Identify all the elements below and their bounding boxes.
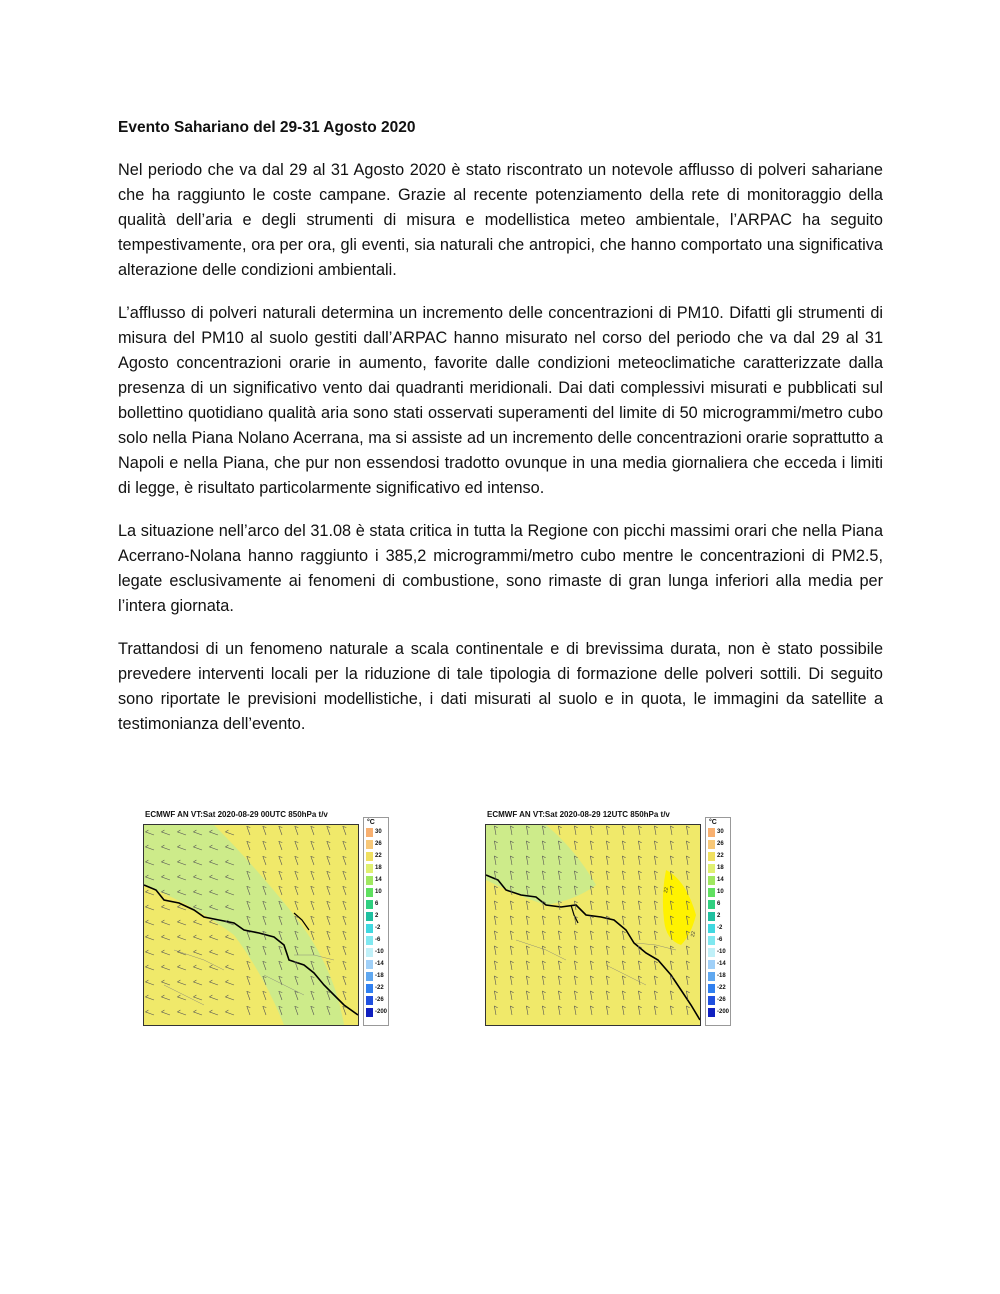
legend-swatch <box>708 960 715 969</box>
legend-swatch <box>708 936 715 945</box>
legend-swatch <box>708 888 715 897</box>
legend-swatch <box>366 960 373 969</box>
legend-swatch <box>708 924 715 933</box>
legend-label: -10 <box>375 949 384 955</box>
legend-label: -6 <box>375 937 381 943</box>
legend-label: 6 <box>375 901 379 907</box>
forecast-map-12utc <box>485 810 745 1035</box>
legend-swatch <box>366 876 373 885</box>
legend-swatch <box>366 828 373 837</box>
legend-label: 14 <box>717 877 724 883</box>
legend-swatch <box>366 900 373 909</box>
legend-label: -26 <box>717 997 726 1003</box>
map-title: ECMWF AN VT:Sat 2020-08-29 00UTC 850hPa t/v <box>145 810 328 819</box>
legend-swatch <box>366 852 373 861</box>
paragraph-3: La situazione nell’arco del 31.08 è stata critica in tutta la Regione con picchi massimi orari che nella Piana Acerrano-Nolana hanno raggiunto i 385,2 microgrammi/metro cubo mentre le concentrazioni di PM2.5, legate esclusivamente ai fenomeni di combustione, sono rimaste di gran lunga inferiori alla media per l’intera giornata. <box>118 522 883 615</box>
legend-swatch <box>366 924 373 933</box>
legend-label: 2 <box>375 913 379 919</box>
legend-swatch <box>708 900 715 909</box>
x-axis-ticks <box>143 1026 357 1034</box>
legend-label: 26 <box>375 841 382 847</box>
legend-unit: °C <box>367 819 375 826</box>
legend-label: 26 <box>717 841 724 847</box>
legend-swatch <box>708 972 715 981</box>
contour-label: 22 <box>663 886 670 894</box>
x-axis-ticks <box>485 1026 699 1034</box>
legend-swatch <box>708 864 715 873</box>
legend-swatch <box>366 840 373 849</box>
legend-swatch <box>366 972 373 981</box>
legend-label: -14 <box>717 961 726 967</box>
legend-label: 22 <box>717 853 724 859</box>
legend-label: 22 <box>375 853 382 859</box>
map-title: ECMWF AN VT:Sat 2020-08-29 12UTC 850hPa t/v <box>487 810 670 819</box>
legend-label: -18 <box>375 973 384 979</box>
legend-label: 18 <box>717 865 724 871</box>
legend-label: -200 <box>375 1009 388 1015</box>
document-title: Evento Sahariano del 29-31 Agosto 2020 <box>118 119 416 136</box>
paragraph-2: L’afflusso di polveri naturali determina un incremento delle concentrazioni di PM10. Difatti gli strumenti di misura del PM10 al suolo gestiti dall’ARPAC hanno misurato nel corso del periodo che va dal 29 al 31 Agosto concentrazioni orarie in aumento, favorite dalle condizioni meteoclimatiche caratterizzate dalla presenza di un significativo vento dai quadranti meridionali. Dai dati complessivi misurati e pubblicati sul bollettino quotidiano qualità aria sono stati osservati superamenti del limite di 50 microgrammi/metro cubo solo nella Piana Nolano Acerrana, ma si assiste ad un incremento delle concentrazioni orarie soprattutto a Napoli e nella Piana, che pur non essendosi tradotto ovunque in una media giornaliera che ecceda i limiti di legge, è risultato particolarmente significativo ed intenso. <box>118 304 883 497</box>
legend-swatch <box>708 1008 715 1017</box>
legend-label: -10 <box>717 949 726 955</box>
legend-swatch <box>708 948 715 957</box>
contour-label: 22 <box>690 930 697 938</box>
legend-swatch <box>366 996 373 1005</box>
temperature-legend <box>705 817 731 1026</box>
legend-swatch <box>366 888 373 897</box>
legend-swatch <box>708 840 715 849</box>
legend-label: -200 <box>717 1009 730 1015</box>
legend-label: -2 <box>717 925 723 931</box>
legend-label: -14 <box>375 961 384 967</box>
legend-label: 10 <box>375 889 382 895</box>
temperature-field-svg <box>486 825 700 1025</box>
legend-swatch <box>366 984 373 993</box>
legend-swatch <box>366 948 373 957</box>
legend-label: -2 <box>375 925 381 931</box>
legend-swatch <box>708 852 715 861</box>
legend-unit: °C <box>709 819 717 826</box>
paragraph-4: Trattandosi di un fenomeno naturale a scala continentale e di brevissima durata, non è stato possibile prevedere interventi locali per la riduzione di tale tipologia di formazione delle polveri sottili. Di seguito sono riportate le previsioni modellistiche, i dati misurati al suolo e in quota, le immagini da satellite a testimonianza dell’evento. <box>118 640 883 733</box>
legend-label: -6 <box>717 937 723 943</box>
map-field <box>485 824 701 1026</box>
temperature-legend <box>363 817 389 1026</box>
legend-swatch <box>366 936 373 945</box>
legend-label: 6 <box>717 901 721 907</box>
legend-swatch <box>708 996 715 1005</box>
legend-label: 18 <box>375 865 382 871</box>
legend-swatch <box>366 912 373 921</box>
legend-swatch <box>366 1008 373 1017</box>
legend-label: 10 <box>717 889 724 895</box>
legend-label: -18 <box>717 973 726 979</box>
temperature-field-svg <box>144 825 358 1025</box>
legend-swatch <box>708 828 715 837</box>
legend-label: 30 <box>717 829 724 835</box>
legend-swatch <box>708 984 715 993</box>
legend-label: -26 <box>375 997 384 1003</box>
legend-label: 2 <box>717 913 721 919</box>
forecast-map-00utc <box>143 810 403 1035</box>
paragraph-1: Nel periodo che va dal 29 al 31 Agosto 2020 è stato riscontrato un notevole afflusso di polveri sahariane che ha raggiunto le coste campane. Grazie al recente potenziamento della rete di monitoraggio della qualità dell’aria e degli strumenti di misura e modellistica meteo ambientale, l’ARPAC ha seguito tempestivamente, ora per ora, gli eventi, sia naturali che antropici, che hanno comportato una significativa alterazione delle condizioni ambientali. <box>118 161 883 279</box>
legend-swatch <box>708 876 715 885</box>
legend-label: 30 <box>375 829 382 835</box>
legend-label: 14 <box>375 877 382 883</box>
map-field <box>143 824 359 1026</box>
legend-swatch <box>708 912 715 921</box>
legend-swatch <box>366 864 373 873</box>
legend-label: -22 <box>717 985 726 991</box>
legend-label: -22 <box>375 985 384 991</box>
